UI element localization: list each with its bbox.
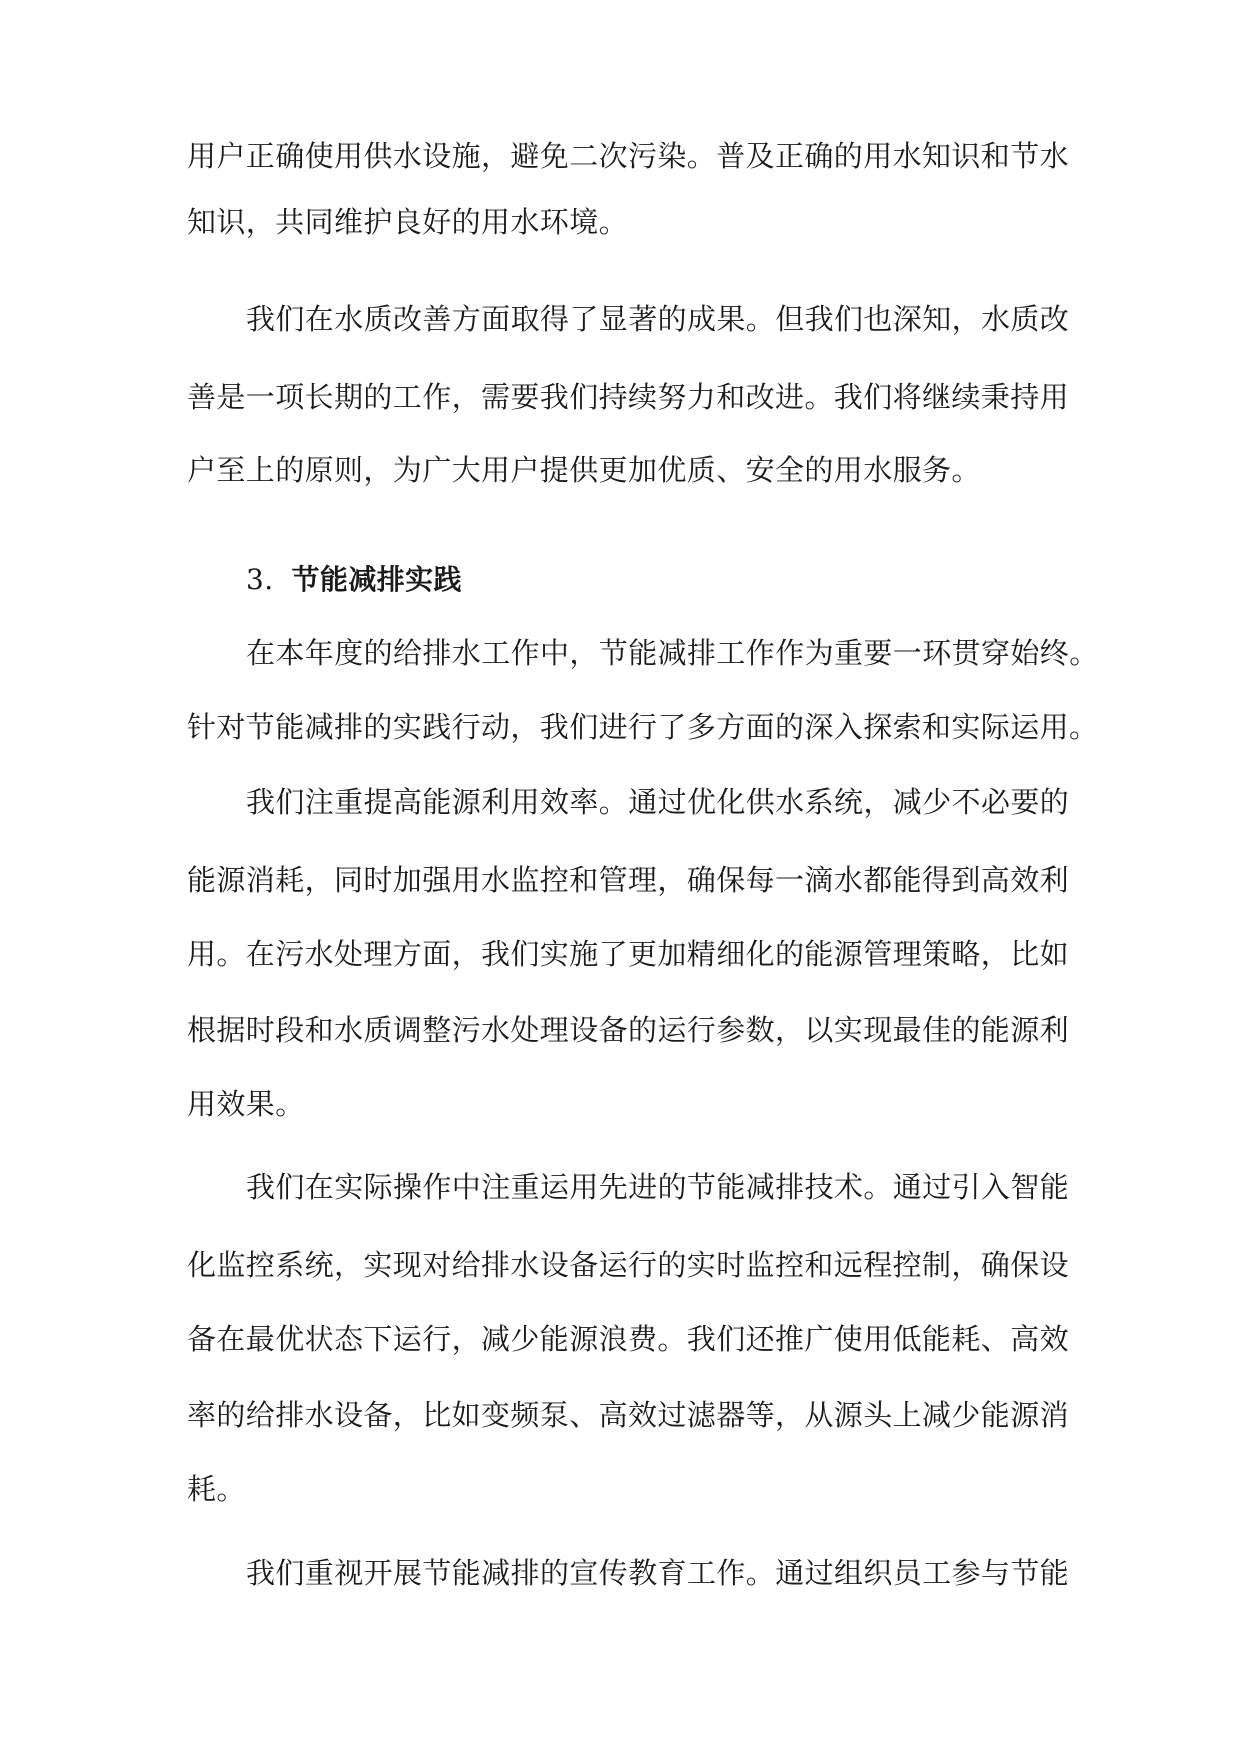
paragraph-line: 我们注重提高能源利用效率。通过优化供水系统，减少不必要的 [246,785,1070,819]
section-title: 节能减排实践 [291,563,462,596]
paragraph-line: 用效果。 [187,1087,305,1121]
paragraph-line: 我们在实际操作中注重运用先进的节能减排技术。通过引入智能 [246,1170,1070,1204]
paragraph-line: 用户正确使用供水设施，避免二次污染。普及正确的用水知识和节水 [187,139,1070,173]
paragraph-line: 在本年度的给排水工作中，节能减排工作作为重要一环贯穿始终。 [246,636,1099,670]
paragraph-line: 针对节能减排的实践行动，我们进行了多方面的深入探索和实际运用。 [187,710,1099,744]
paragraph-line: 知识，共同维护良好的用水环境。 [187,205,629,239]
paragraph-line: 我们重视开展节能减排的宣传教育工作。通过组织员工参与节能 [246,1556,1070,1590]
paragraph-line: 化监控系统，实现对给排水设备运行的实时监控和远程控制，确保设 [187,1248,1070,1282]
paragraph-line: 能源消耗，同时加强用水监控和管理，确保每一滴水都能得到高效利 [187,863,1070,897]
paragraph-line: 用。在污水处理方面，我们实施了更加精细化的能源管理策略，比如 [187,937,1070,971]
paragraph-line: 善是一项长期的工作，需要我们持续努力和改进。我们将继续秉持用 [187,380,1070,414]
paragraph-line: 我们在水质改善方面取得了显著的成果。但我们也深知，水质改 [246,302,1070,336]
paragraph-line: 备在最优状态下运行，减少能源浪费。我们还推广使用低能耗、高效 [187,1322,1070,1356]
paragraph-line: 耗。 [187,1472,246,1506]
paragraph-line: 率的给排水设备，比如变频泵、高效过滤器等，从源头上减少能源消 [187,1398,1070,1432]
section-heading [246,560,1126,600]
section-number: 3. [246,563,274,596]
paragraph-line: 根据时段和水质调整污水处理设备的运行参数，以实现最佳的能源利 [187,1013,1070,1047]
paragraph-line: 户至上的原则，为广大用户提供更加优质、安全的用水服务。 [187,453,981,487]
